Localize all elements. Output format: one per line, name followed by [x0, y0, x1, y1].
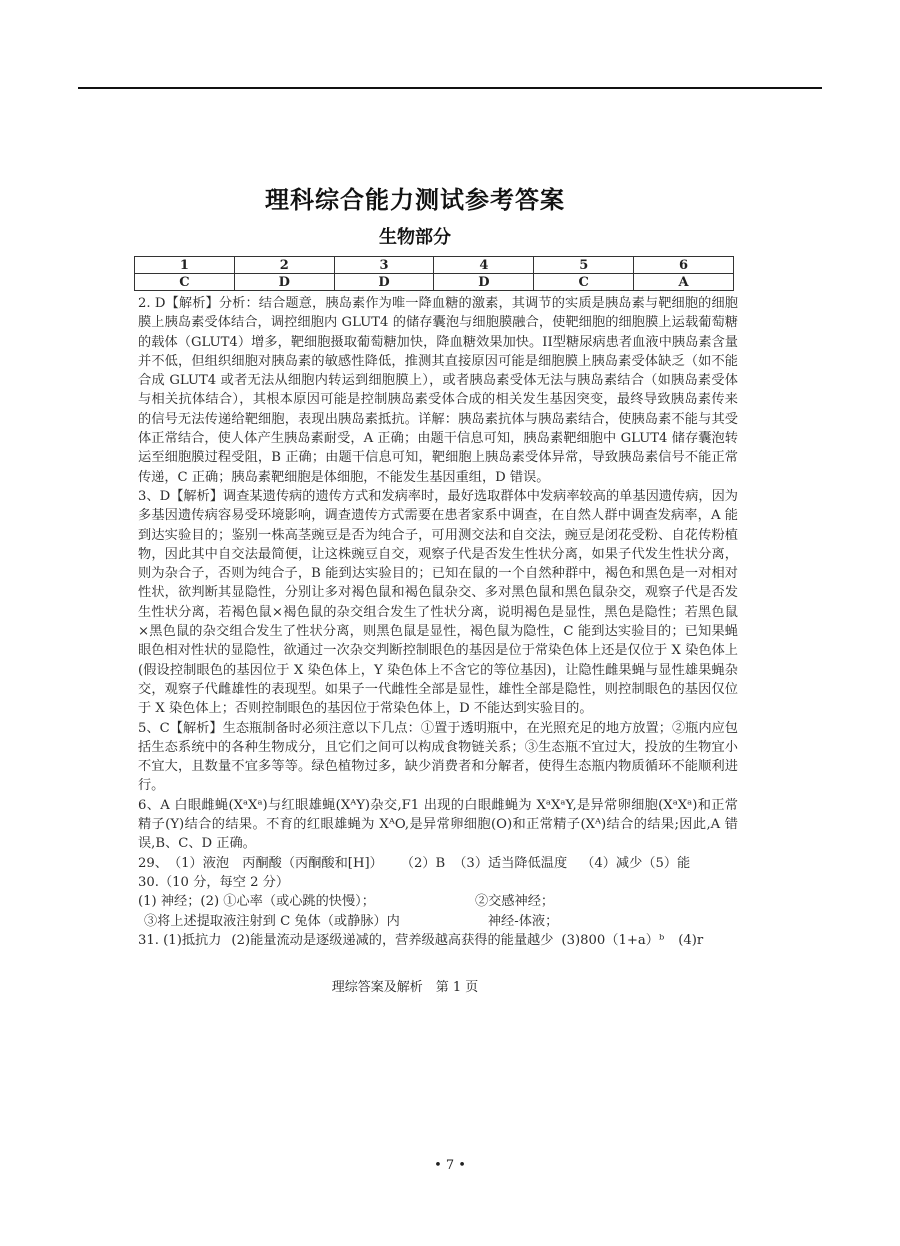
explanation-q2: 2. D【解析】分析：结合题意，胰岛素作为唯一降血糖的激素，其调节的实质是胰岛素与靶细胞的细胞膜上胰岛素受体结合，调控细胞内 GLUT4 的储存囊泡与细胞膜融合，使靶细胞的细胞膜上运载葡萄糖的载体（GLUT4）增多，靶细胞摄取葡萄糖加快，降血糖效果加快。II型糖尿病患者血液中胰岛素含量并不低，但组织细胞对胰岛素的敏感性降低，推测其直接原因可能是细胞膜上胰岛素受体缺乏（如不能合成 GLUT4 或者无法从细胞内转运到细胞膜上），或者胰岛素受体无法与胰岛素结合（如胰岛素受体与相关抗体结合），其根本原因可能是控制胰岛素受体合成的相关发生基因突变，最终导致胰岛素传来的信号无法传递给靶细胞，表现出胰岛素抵抗。详解：胰岛素抗体与胰岛素结合，使胰岛素不能与其受体正常结合，使人体产生胰岛素耐受，A 正确；由题干信息可知，胰岛素靶细胞中 GLUT4 储存囊泡转运至细胞膜过程受阻，B 正确；由题干信息可知，靶细胞上胰岛素受体异常，导致胰岛素信号不能正常传递，C 正确；胰岛素靶细胞是体细胞，不能发生基因重组，D 错误。	[138, 296, 738, 485]
q29-number: 29、	[138, 855, 168, 871]
q29-answer-3: （3）适当降低温度	[453, 855, 568, 871]
question-number: 1	[135, 257, 235, 274]
answer-q29	[138, 854, 738, 873]
answer-cell: D	[434, 274, 534, 291]
explanation-q6: 6、A 白眼雌蝇(XᵃXᵃ)与红眼雄蝇(XᴬY)杂交,F1 出现的白眼雌蝇为 XᵃXᵃY,是异常卵细胞(XᵃXᵃ)和正常精子(Y)结合的结果。不育的红眼雄蝇为 XᴬO,是异常卵细胞(O)和正常精子(Xᴬ)结合的结果;因此,A 错误,B、C、D 正确。	[138, 797, 738, 852]
answer-cell: D	[334, 274, 434, 291]
q29-answer-1: （1）液泡 丙酮酸（丙酮酸和[H]）	[167, 855, 383, 871]
question-number: 5	[534, 257, 634, 274]
answer-q31	[138, 931, 738, 950]
q31-answer-1: 31. (1)抵抗力	[138, 932, 222, 948]
answer-table-answer-row	[135, 274, 734, 291]
q30-answer-4: 神经-体液；	[487, 913, 559, 929]
answer-q30-line1	[138, 892, 738, 911]
answer-cell: D	[234, 274, 334, 291]
answer-cell: A	[634, 274, 734, 291]
q30-answer-2: ②交感神经；	[474, 894, 555, 910]
q30-answer-3: ③将上述提取液注射到 C 兔体（或静脉）内	[144, 913, 400, 929]
page-number: • 7 •	[434, 1158, 466, 1173]
question-number: 2	[234, 257, 334, 274]
explanation-q3: 3、D【解析】调查某遗传病的遗传方式和发病率时，最好选取群体中发病率较高的单基因遗传病，因为多基因遗传病容易受环境影响，调查遗传方式需要在患者家系中调查，在自然人群中调查发病率，A 能到达实验目的；鉴别一株高茎豌豆是否为纯合子，可用测交法和自交法，豌豆是闭花受粉、自花传粉植物，因此其中自交法最简便，让这株豌豆自交，观察子代是否发生性状分离，如果子代发生性状分离，则为杂合子，否则为纯合子，B 能到达实验目的；已知在鼠的一个自然种群中，褐色和黑色是一对相对性状，欲判断其显隐性，分别让多对褐色鼠和褐色鼠杂交、多对黑色鼠和黑色鼠杂交，观察子代是否发生性状分离，若褐色鼠×褐色鼠的杂交组合发生了性状分离，说明褐色是显性，黑色是隐性；若黑色鼠×黑色鼠的杂交组合发生了性状分离，则黑色鼠是显性，褐色鼠为隐性，C 能到达实验目的；已知果蝇眼色相对性状的显隐性，欲通过一次杂交判断控制眼色的基因是位于常染色体上还是仅位于 X 染色体上(假设控制眼色的基因位于 X 染色体上，Y 染色体上不含它的等位基因)，让隐性雌果蝇与显性雄果蝇杂交，观察子代雌雄性的表现型。如果子一代雌性全部是显性，雄性全部是隐性，则控制眼色的基因仅位于 X 染色体上；否则控制眼色的基因位于常染色体上，D 不能达到实验目的。	[138, 488, 738, 717]
answer-explanations	[138, 294, 738, 950]
answer-q30-line2	[138, 912, 738, 931]
q31-answer-3: (3)800（1+a）ᵇ	[561, 932, 665, 948]
answer-table-header-row	[135, 257, 734, 274]
section-subtitle: 生物部分	[379, 227, 451, 248]
answer-cell: C	[135, 274, 235, 291]
q30-answer-1: (1) 神经；(2) ①心率（或心跳的快慢）；	[138, 894, 375, 910]
q30-heading: 30.（10 分，每空 2 分）	[138, 874, 290, 890]
answer-cell: C	[534, 274, 634, 291]
page-footer: 理综答案及解析 第 1 页	[331, 980, 479, 995]
q31-answer-4: (4)r	[678, 932, 704, 948]
answer-table	[134, 256, 734, 291]
answer-q30-head	[138, 873, 738, 892]
page-title: 理科综合能力测试参考答案	[265, 185, 565, 214]
q29-answer-2: （2）B	[400, 855, 446, 871]
q31-answer-2: (2)能量流动是逐级递减的，营养级越高获得的能量越少	[231, 932, 554, 948]
q29-answer-4: （4）减少（5）能	[581, 855, 691, 871]
explanation-q5: 5、C【解析】生态瓶制备时必须注意以下几点：①置于透明瓶中，在光照充足的地方放置；②瓶内应包括生态系统中的各种生物成分，且它们之间可以构成食物链关系；③生态瓶不宜过大，投放的生物宜小不宜大，且数量不宜多等等。绿色植物过多，缺少消费者和分解者，使得生态瓶内物质循环不能顺利进行。	[138, 720, 738, 794]
question-number: 4	[434, 257, 534, 274]
question-number: 3	[334, 257, 434, 274]
top-rule	[78, 87, 822, 89]
question-number: 6	[634, 257, 734, 274]
